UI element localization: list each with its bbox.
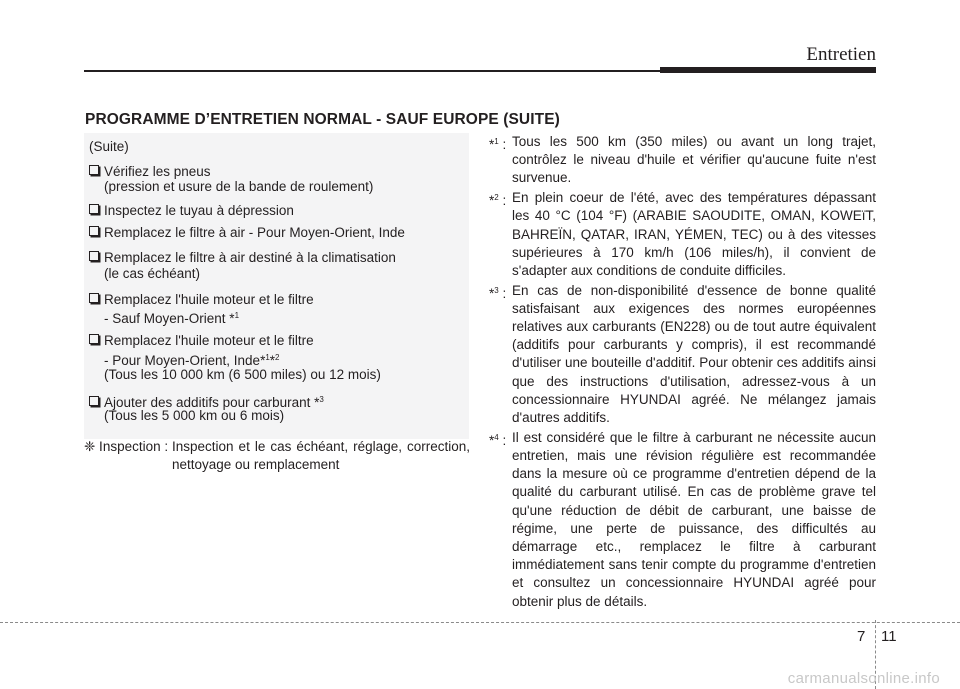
chapter-number: 7: [857, 628, 866, 645]
footnote-2: *$^2$ : En plein coeur de l'été, avec des températures dépassant les 40 °C (104 °F) (ARABIE SAOUDITE, OMAN, KOWEïT, BAHREÏN, QATAR, IRAN, YÉMEN, TEC) ou à des vitesses supérieures à 170 km/h (106 miles/h), il convient de s'adapter aux conditions de conduite difficiles.: [489, 190, 876, 278]
checkbox-icon: [89, 165, 99, 175]
footnote-marker: *$^3$ :: [489, 285, 507, 301]
inspection-label: ❈ Inspection :: [84, 439, 169, 454]
checkbox-icon: [89, 251, 99, 261]
list-item: Vérifiez les pneus: [89, 163, 211, 181]
footnote-1: *$^1$ : Tous les 500 km (350 miles) ou avant un long trajet, contrôlez le niveau d'huile et vérifier qu'aucune fuite n'est survenue.: [489, 134, 876, 186]
footer-divider: [0, 622, 960, 623]
section-title: PROGRAMME D’ENTRETIEN NORMAL - SAUF EUROPE (SUITE): [85, 111, 560, 128]
footnote-marker: *$^1$ :: [489, 137, 507, 152]
footnote-4: *$^4$ : Il est considéré que le filtre à carburant ne nécessite aucun entretien, mais une révision régulière est recommandée dans la mesure où ce programme d'entretien dépend de la qualité du carburant utilisé. En cas de problème grave tel qu'une réduction de débit de carburant, une baisse de régime, une perte de puissance, des difficultés au démarrage etc., remplacez le filtre à carburant immédiatement sans tenir compte du programme d'entretien et consultez un concessionnaire HYUNDAI agréé pour obtenir plus de détails.: [489, 429, 876, 609]
list-item: Remplacez le filtre à air - Pour Moyen-Orient, Inde: [89, 224, 405, 242]
list-item: Remplacez l'huile moteur et le filtre: [89, 291, 314, 309]
list-item: Remplacez le filtre à air destiné à la climatisation: [89, 249, 396, 267]
checkbox-icon: [89, 293, 99, 303]
list-item: Inspectez le tuyau à dépression: [89, 202, 294, 220]
header-title: Entretien: [806, 44, 876, 65]
list-item-subtext: (pression et usure de la bande de roulement): [104, 179, 374, 194]
footnote-marker: *$^4$ :: [489, 432, 507, 448]
checkbox-icon: [89, 226, 99, 236]
maintenance-items-box: [84, 133, 469, 439]
page-number: 11: [881, 628, 897, 645]
checkbox-icon: [89, 204, 99, 214]
footnote-marker: *$^2$ :: [489, 193, 507, 209]
checkbox-icon: [89, 396, 99, 406]
footnote-3: *$^3$ : En cas de non-disponibilité d'essence de bonne qualité satisfaisant aux exigences des normes européennes relatives aux carburants (EN228) ou de tout autre équivalent (additifs pour carburants y compris), il est recommandé d'utiliser une bouteille d'additif. Pour obtenir ces additifs ainsi que des instructions d'utilisation, adressez-vous à un concessionnaire HYUNDAI agréé. Ne mélangez jamais d'autres additifs.: [489, 282, 876, 426]
footnotes: [489, 133, 876, 612]
suite-label: (Suite): [89, 139, 129, 154]
list-item-subtext: (Tous les 10 000 km (6 500 miles) ou 12 mois): [104, 367, 381, 382]
list-item: Remplacez l'huile moteur et le filtre: [89, 332, 314, 350]
inspection-text: Inspection et le cas échéant, réglage, correction, nettoyage ou remplacement: [172, 439, 470, 472]
list-item-subtext: (le cas échéant): [104, 266, 201, 281]
watermark: carmanualsonline.info: [787, 670, 940, 687]
list-item-subtext: - Sauf Moyen-Orient *$^1$: [104, 311, 240, 326]
list-item-subtext: (Tous les 5 000 km ou 6 mois): [104, 408, 285, 423]
header-rule-thick: [660, 67, 876, 73]
header-rule-thin: [84, 70, 660, 72]
list-item-subtext: - Pour Moyen-Orient, Inde*$^1$*$^2$: [104, 353, 280, 368]
list-item: Ajouter des additifs pour carburant *$^3$: [89, 391, 324, 412]
checkbox-icon: [89, 334, 99, 344]
